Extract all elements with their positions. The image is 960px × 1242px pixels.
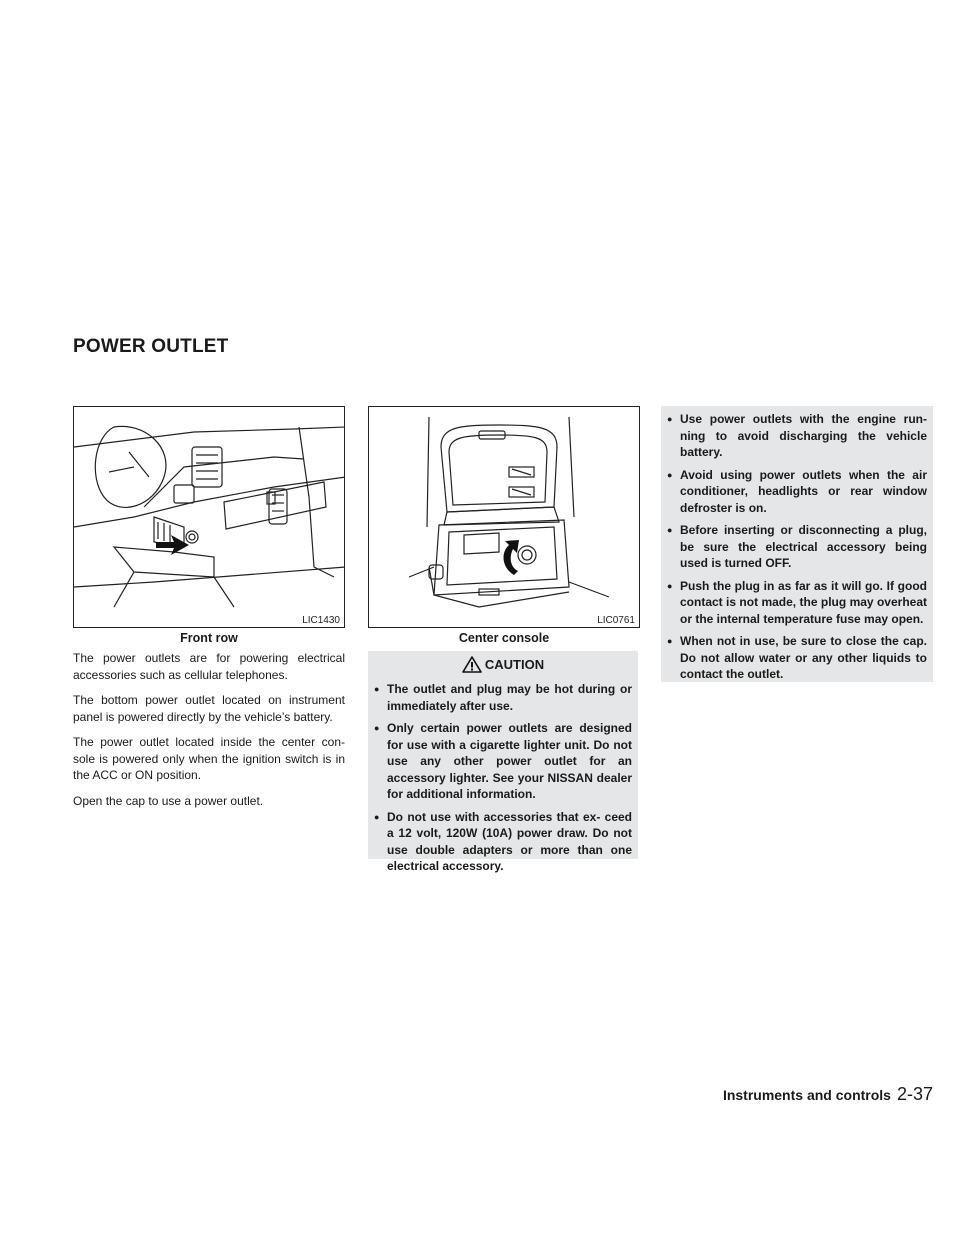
list-item: ● When not in use, be sure to close the cap. Do not allow water or any other liquids to contact the outlet. [667, 633, 927, 683]
footer-section-title: Instruments and controls [722, 1087, 891, 1103]
warning-icon [462, 656, 482, 673]
list-item: ● Avoid using power outlets when the air conditioner, headlights or rear window defroster is on. [667, 467, 927, 517]
caution-list [374, 681, 632, 875]
paragraph: The power outlet located inside the center con- sole is powered only when the ignition switch is in the ACC or ON position. [73, 735, 345, 782]
page-footer [723, 1084, 933, 1105]
dashboard-outlet-illustration [74, 407, 345, 628]
figure-code: LIC0761 [597, 615, 635, 626]
figure-caption: Front row [180, 631, 238, 645]
list-item: ● Before inserting or disconnecting a plug, be sure the electrical accessory being used is turned OFF. [667, 522, 927, 572]
caution-title: CAUTION [484, 657, 545, 672]
caution-continued-box [661, 406, 933, 682]
section-title: POWER OUTLET [73, 336, 229, 357]
paragraph: Open the cap to use a power outlet. [73, 793, 264, 808]
figure-code: LIC1430 [302, 615, 340, 626]
body-text [73, 650, 345, 818]
figure-caption: Center console [458, 631, 550, 645]
console-outlet-illustration [369, 407, 640, 628]
list-item: ● The outlet and plug may be hot during or immediately after use. [374, 681, 632, 714]
list-item: ● Only certain power outlets are designed for use with a cigarette lighter unit. Do not use any other power outlet for an accessory lighter. See your NISSAN dealer for additional information. [374, 720, 632, 803]
list-item: ● Push the plug in as far as it will go. If good contact is not made, the plug may overheat or the internal temperature fuse may open. [667, 578, 927, 628]
figure-front-row [73, 406, 345, 628]
list-item: ● Do not use with accessories that ex- ceed a 12 volt, 120W (10A) power draw. Do not use double adapters or more than one electrical accessory. [374, 809, 632, 875]
caution-continued-list [667, 411, 927, 683]
paragraph: The power outlets are for powering electrical accessories such as cellular telephones. [73, 651, 345, 682]
caution-heading [374, 656, 632, 673]
list-item: ● Use power outlets with the engine run- ning to avoid discharging the vehicle battery. [667, 411, 927, 461]
figure-center-console [368, 406, 640, 628]
paragraph: The bottom power outlet located on instrument panel is powered directly by the vehicle’s battery. [73, 693, 345, 724]
page-number: 2-37 [896, 1084, 933, 1104]
caution-box [368, 651, 638, 873]
